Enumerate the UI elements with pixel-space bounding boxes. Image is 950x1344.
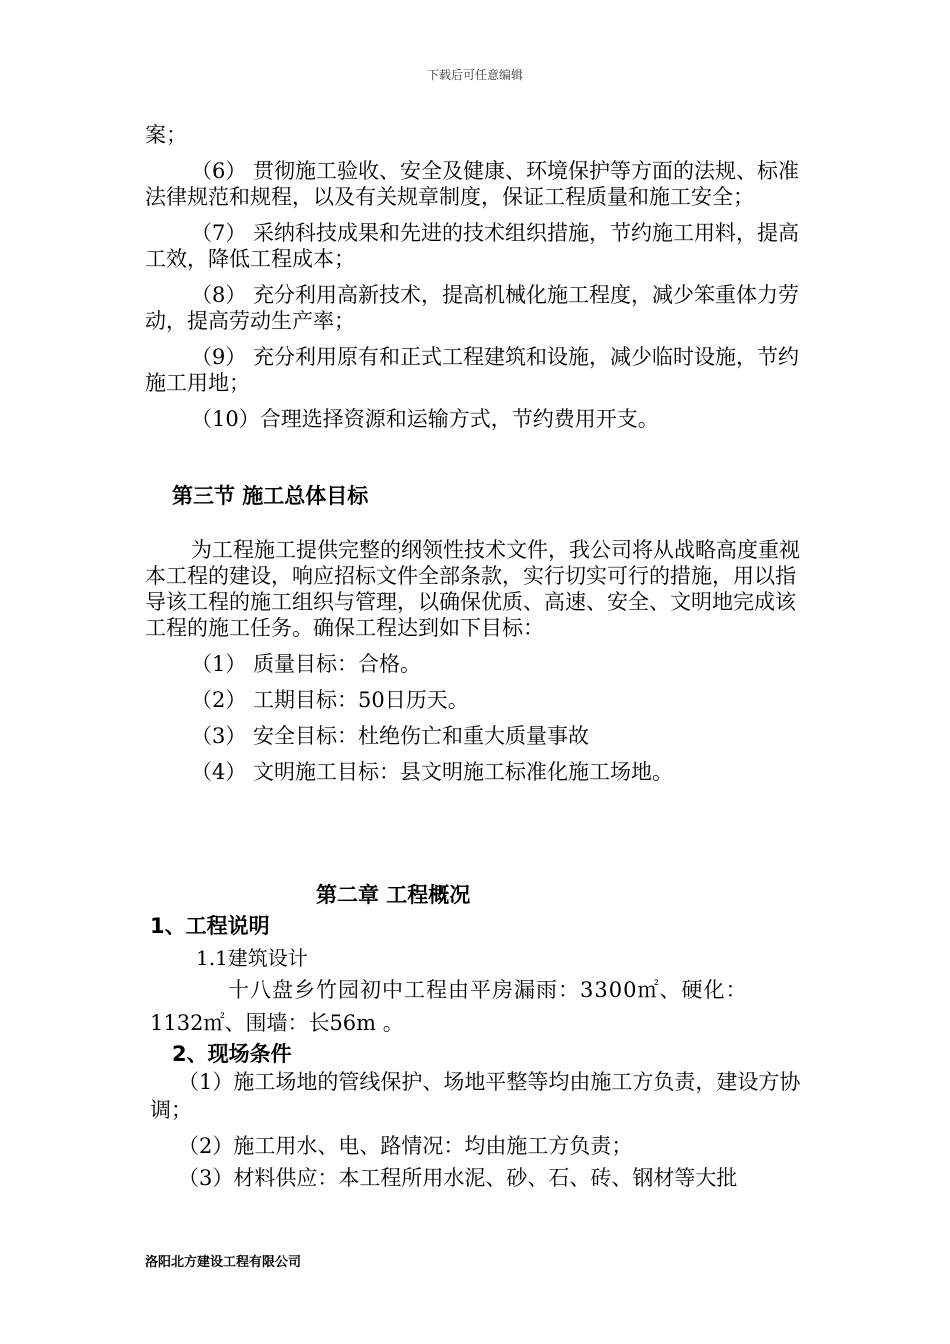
goal-item: （3） 安全目标：杜绝伤亡和重大质量事故 [191, 724, 590, 748]
condition-item-3: （3）材料供应：本工程所用水泥、砂、石、砖、钢材等大批 [178, 1166, 738, 1190]
subheading-building-design: 1.1建筑设计 [196, 946, 308, 970]
measure-item-7: （7） 采纳科技成果和先进的技术组织措施，节约施工用料，提高工效，降低工程成本； [145, 221, 800, 271]
goal-item: （1） 质量目标：合格。 [191, 652, 422, 676]
measure-item-6: （6） 贯彻施工验收、安全及健康、环境保护等方面的法规、标准法律规范和规程，以及有关规章制度，保证工程质量和施工安全； [145, 159, 800, 209]
condition-item-2: （2）施工用水、电、路情况：均由施工方负责； [178, 1134, 633, 1158]
goal-item: （2） 工期目标：50日历天。 [191, 688, 469, 712]
measure-item-9: （9） 充分利用原有和正式工程建筑和设施，减少临时设施，节约施工用地； [145, 345, 800, 395]
section-goals [145, 537, 810, 785]
heading-project-description: 1、工程说明 [150, 914, 270, 938]
heading-site-conditions: 2、现场条件 [172, 1042, 292, 1066]
page-header: 下载后可任意编辑 [426, 68, 523, 82]
measures-list [145, 122, 810, 432]
measure-item-10: （10）合理选择资源和运输方式，节约费用开支。 [191, 407, 659, 431]
paragraph-continuation: 案； [145, 123, 187, 147]
section-title: 第三节 施工总体目标 [172, 484, 369, 508]
goal-item: （4） 文明施工目标：县文明施工标准化施工场地。 [191, 760, 674, 784]
page-footer: 洛阳北方建设工程有限公司 [145, 1255, 302, 1270]
chapter-title: 第二章 工程概况 [316, 883, 471, 907]
design-line-b: 1132㎡、围墙：长56m 。 [150, 1011, 404, 1035]
section-intro: 为工程施工提供完整的纲领性技术文件，我公司将从战略高度重视本工程的建设，响应招标文件全部条款，实行切实可行的措施，用以指导该工程的施工组织与管理，以确保优质、高速、安全、文明地完成该工程的施工任务。确保工程达到如下目标： [145, 538, 800, 640]
measure-item-8: （8） 充分利用高新技术，提高机械化施工程度，减少笨重体力劳动，提高劳动生产率； [145, 283, 800, 333]
condition-item-1: （1）施工场地的管线保护、场地平整等均由施工方负责，建设方协调； [150, 1070, 801, 1122]
design-line-a: 十八盘乡竹园初中工程由平房漏雨：3300㎡、硬化： [228, 978, 748, 1002]
